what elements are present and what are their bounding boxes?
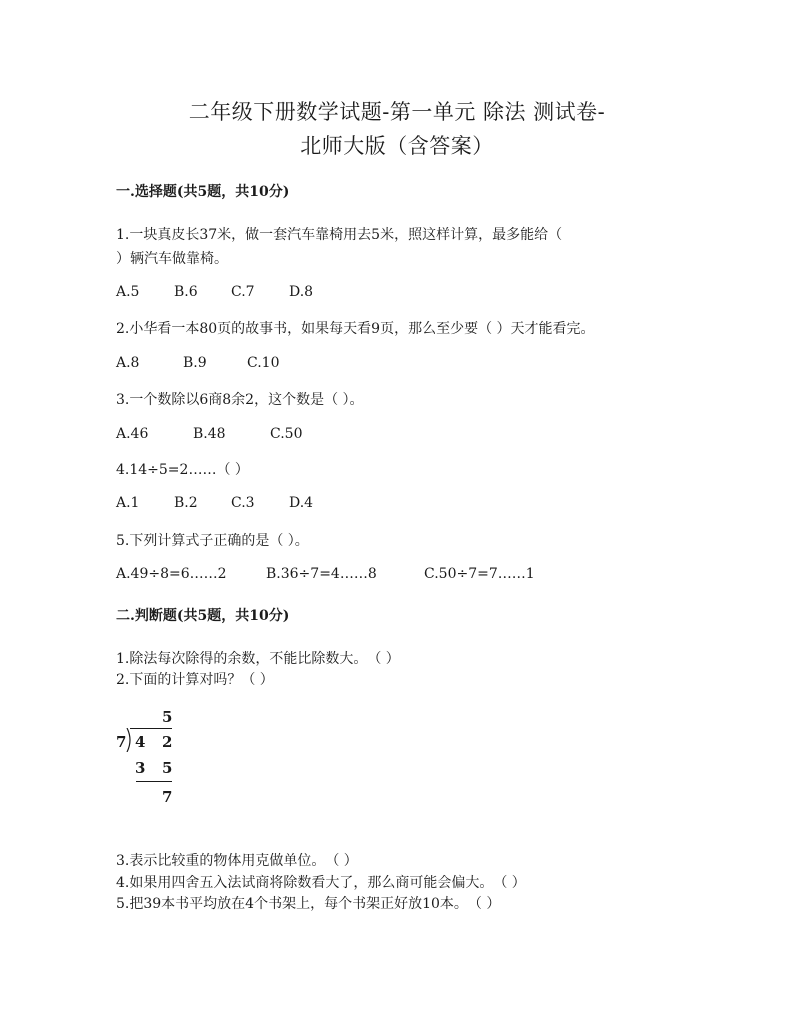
division-quotient: 5 bbox=[162, 708, 173, 726]
division-product-tens: 3 bbox=[135, 759, 146, 777]
question-5: 5.下列计算式子正确的是（ ）。 bbox=[116, 533, 309, 549]
judgment-question-5: 5.把39本书平均放在4个书架上，每个书架正好放10本。 （ ） bbox=[116, 896, 501, 912]
q2-option-b[interactable]: B.9 bbox=[183, 355, 207, 371]
q2-option-c[interactable]: C.10 bbox=[247, 355, 280, 371]
division-product-ones: 5 bbox=[162, 759, 173, 777]
question-1-line2: ）辆汽车做靠椅。 bbox=[116, 251, 228, 267]
q5-option-a[interactable]: A.49÷8=6……2 bbox=[116, 566, 227, 582]
q1-option-d[interactable]: D.8 bbox=[289, 284, 314, 300]
division-top-bar bbox=[130, 728, 172, 729]
section-heading-choice: 一.选择题(共5题，共10分) bbox=[116, 184, 290, 200]
page-title-line2: 北师大版（含答案） bbox=[300, 134, 494, 158]
question-3: 3.一个数除以6商8余2，这个数是（ ）。 bbox=[116, 392, 364, 408]
division-dividend-tens: 4 bbox=[135, 733, 146, 751]
q2-option-a[interactable]: A.8 bbox=[116, 355, 140, 371]
division-remainder: 7 bbox=[162, 788, 173, 806]
q4-option-c[interactable]: C.3 bbox=[231, 495, 255, 511]
long-division-figure bbox=[116, 706, 186, 816]
division-bracket bbox=[125, 728, 133, 752]
q5-option-c[interactable]: C.50÷7=7……1 bbox=[424, 566, 535, 582]
q3-option-a[interactable]: A.46 bbox=[116, 426, 149, 442]
q4-option-b[interactable]: B.2 bbox=[174, 495, 198, 511]
judgment-question-4: 4.如果用四舍五入法试商将除数看大了，那么商可能会偏大。 （ ） bbox=[116, 875, 526, 891]
q3-option-b[interactable]: B.48 bbox=[193, 426, 226, 442]
section-heading-judgment: 二.判断题(共5题，共10分) bbox=[116, 608, 290, 624]
q5-option-b[interactable]: B.36÷7=4……8 bbox=[266, 566, 377, 582]
division-dividend-ones: 2 bbox=[162, 733, 173, 751]
judgment-question-2: 2.下面的计算对吗？（ ） bbox=[116, 672, 274, 688]
judgment-question-3: 3.表示比较重的物体用克做单位。 （ ） bbox=[116, 853, 358, 869]
division-subtract-bar bbox=[136, 781, 172, 782]
q1-option-b[interactable]: B.6 bbox=[174, 284, 198, 300]
question-4: 4.14÷5=2……（ ） bbox=[116, 462, 249, 478]
question-2: 2.小华看一本80页的故事书，如果每天看9页，那么至少要（ ）天才能看完。 bbox=[116, 321, 595, 337]
q1-option-a[interactable]: A.5 bbox=[116, 284, 140, 300]
page-title-line1: 二年级下册数学试题-第一单元 除法 测试卷- bbox=[188, 100, 606, 124]
q1-option-c[interactable]: C.7 bbox=[231, 284, 255, 300]
q4-option-d[interactable]: D.4 bbox=[289, 495, 314, 511]
division-divisor: 7 bbox=[116, 733, 127, 751]
q3-option-c[interactable]: C.50 bbox=[270, 426, 303, 442]
judgment-question-1: 1.除法每次除得的余数，不能比除数大。 （ ） bbox=[116, 651, 400, 667]
q4-option-a[interactable]: A.1 bbox=[116, 495, 140, 511]
question-1-line1: 1.一块真皮长37米，做一套汽车靠椅用去5米，照这样计算，最多能给（ bbox=[116, 227, 563, 243]
